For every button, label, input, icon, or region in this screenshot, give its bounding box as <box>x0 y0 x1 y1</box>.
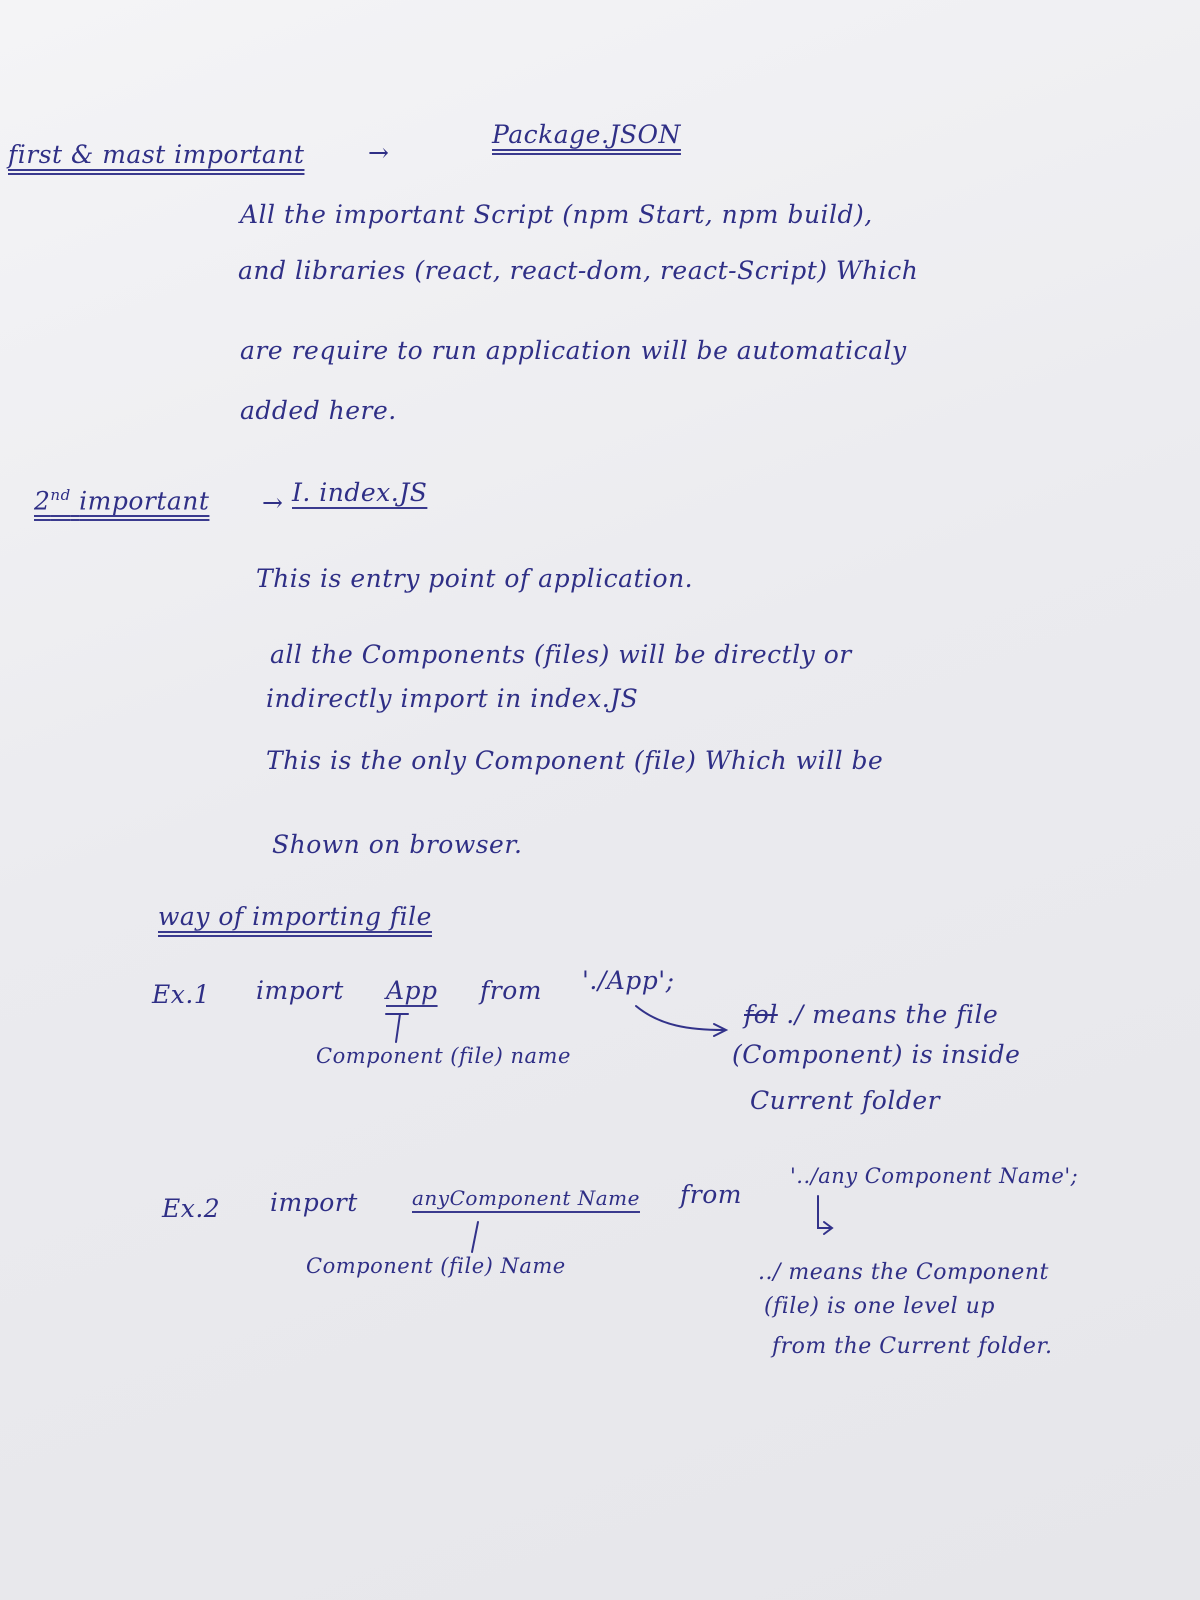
section2-heading-suffix: nd <box>50 486 71 504</box>
section1-line-2: and libraries (react, react-dom, react-Script) Which <box>238 256 919 285</box>
section1-line-3: are require to run application will be automaticaly <box>240 336 907 365</box>
ex1-code-from: from <box>480 976 542 1005</box>
ex1-path-arrow <box>636 1006 724 1030</box>
ex1-note-line-1 <box>744 1002 998 1027</box>
ex2-note-line-2: (file) is one level up <box>764 1294 995 1319</box>
ex1-note-line-2: (Component) is inside <box>732 1040 1021 1069</box>
arrow-right-icon: → <box>368 138 390 167</box>
section2-title: I. index.JS <box>292 478 428 507</box>
section2-line-1: This is entry point of application. <box>256 564 694 593</box>
ex1-note-strike: fol <box>744 1000 778 1029</box>
section1-line-4: added here. <box>240 396 397 425</box>
ex1-code-import: import <box>256 976 344 1005</box>
ex2-path-arrow <box>818 1196 830 1228</box>
ex1-note-line-3: Current folder <box>750 1086 941 1115</box>
ex2-name-note: Component (file) Name <box>306 1254 566 1278</box>
section2-line-3: indirectly import in index.JS <box>266 684 639 713</box>
section2-heading-number: 2 <box>34 486 51 516</box>
ex1-name-connector <box>396 1014 400 1042</box>
ex1-code-name: App <box>386 976 438 1005</box>
ex2-label: Ex.2 <box>162 1194 221 1223</box>
section1-title: Package.JSON <box>492 120 681 149</box>
ex1-path-arrowhead <box>714 1024 726 1036</box>
ex2-code-path: '../any Component Name'; <box>790 1164 1079 1188</box>
section2-heading-text: important <box>79 486 210 516</box>
ex2-code-from: from <box>680 1180 742 1209</box>
ex1-note-text: ./ means the file <box>786 1000 999 1029</box>
section1-heading: first & mast important <box>8 140 305 169</box>
section2-line-4: This is the only Component (file) Which will be <box>266 746 884 775</box>
ex2-code-name: anyComponent Name <box>412 1186 640 1210</box>
ex1-code-path: './App'; <box>582 966 675 995</box>
ex1-name-note: Component (file) name <box>316 1044 571 1068</box>
ex2-note-line-3: from the Current folder. <box>772 1334 1053 1359</box>
section2-line-2: all the Components (files) will be directly or <box>270 640 852 669</box>
section2-heading <box>34 486 210 516</box>
section1-line-1: All the important Script (npm Start, npm build), <box>240 200 873 229</box>
ex1-label: Ex.1 <box>152 980 211 1009</box>
ex2-code-import: import <box>270 1188 358 1217</box>
ex2-path-arrowhead <box>824 1222 832 1234</box>
ex2-name-connector <box>472 1222 478 1252</box>
arrow-right-icon: → <box>262 488 284 517</box>
ex2-note-line-1: ../ means the Component <box>758 1260 1049 1285</box>
section2-line-5: Shown on browser. <box>272 830 523 859</box>
section3-heading: way of importing file <box>158 902 432 931</box>
